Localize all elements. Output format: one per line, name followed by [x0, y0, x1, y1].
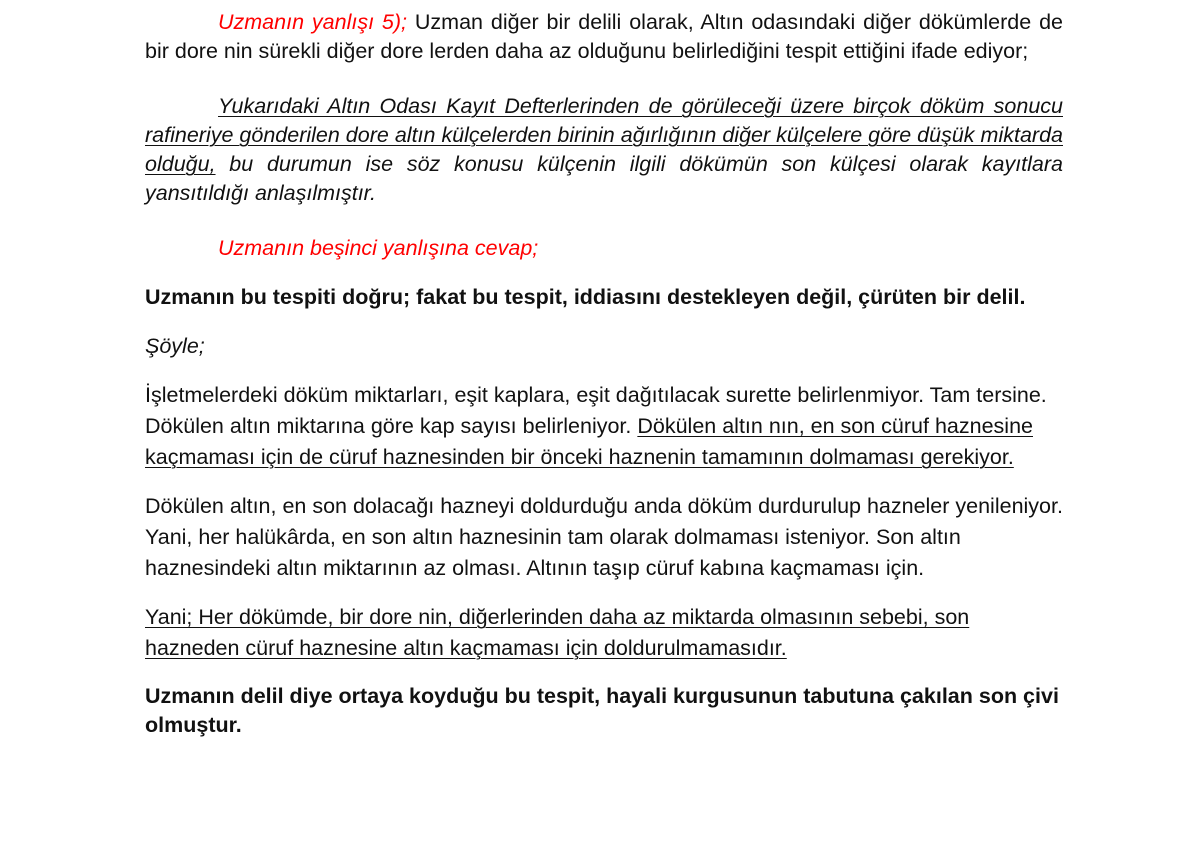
paragraph-dokum-miktarlari	[145, 380, 1063, 473]
quoted-underlined-text: Yukarıdaki Altın Odası Kayıt Defterlerinden de görüleceği üzere birçok döküm sonucu rafineriye gönderilen dore altın külçelerden birinin ağırlığının diğer külçelere göre düşük miktarda olduğu,	[145, 94, 1063, 176]
document-page	[145, 8, 1063, 740]
paragraph-quoted-finding	[145, 92, 1063, 208]
bold-statement-delil: Uzmanın bu tespiti doğru; fakat bu tespit, iddiasını destekleyen değil, çürüten bir delil.	[145, 285, 1026, 309]
bold-statement-conclusion: Uzmanın delil diye ortaya koyduğu bu tespit, hayali kurgusunun tabutuna çakılan son çivi olmuştur.	[145, 684, 1059, 737]
mistake-text: Uzman diğer bir delili olarak, Altın odasındaki diğer dökümlerde de bir dore nin sürekli diğer dore lerden daha az olduğunu belirlediğini tespit ettiğini ifade ediyor;	[145, 10, 1063, 63]
mistake-label: Uzmanın yanlışı 5);	[218, 10, 408, 34]
quoted-rest-text: bu durumun ise söz konusu külçenin ilgili dökümün son külçesi olarak kayıtlara yansıtıldığı anlaşılmıştır.	[145, 152, 1063, 205]
answer-heading: Uzmanın beşinci yanlışına cevap;	[218, 236, 539, 260]
soyle-text: Şöyle;	[145, 334, 205, 358]
paragraph-dokulen-altin: Dökülen altın, en son dolacağı hazneyi doldurduğu anda döküm durdurulup hazneler yenileniyor. Yani, her halükârda, en son altın haznesinin tam olarak dolmaması isteniyor. Son altın haznesindeki altın miktarının az olması. Altının taşıp cüruf kabına kaçmaması için.	[145, 494, 1063, 580]
paragraph-expert-mistake-5	[145, 8, 1063, 66]
dokum-underlined-text: Dökülen altın nın, en son cüruf haznesine kaçmaması için de cüruf haznesinden bir önceki haznenin tamamının dolmaması gerekiyor.	[145, 414, 1033, 469]
paragraph-yani-underlined: Yani; Her dökümde, bir dore nin, diğerlerinden daha az miktarda olmasının sebebi, son hazneden cüruf haznesine altın kaçmaması için doldurulmamasıdır.	[145, 605, 970, 660]
dokum-plain-text: İşletmelerdeki döküm miktarları, eşit kaplara, eşit dağıtılacak surette belirlenmiyor. Tam tersine. Dökülen altın miktarına göre kap sayısı belirleniyor.	[145, 383, 1047, 438]
